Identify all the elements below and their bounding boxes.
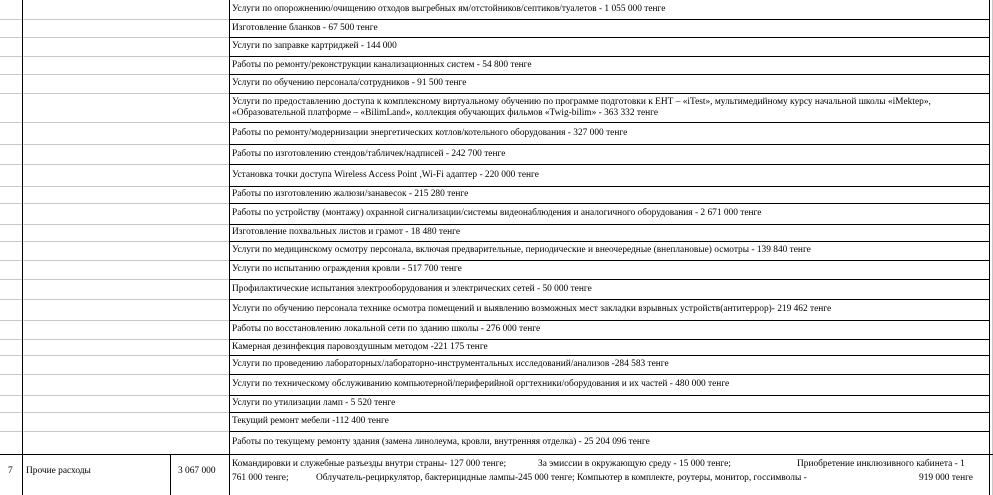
row-border: [229, 260, 990, 261]
row-border: [229, 299, 990, 300]
grid-line: [23, 93, 229, 94]
grid-line: [0, 19, 22, 20]
grid-line: [23, 186, 229, 187]
grid-line: [23, 355, 229, 356]
grid-line: [23, 299, 229, 300]
grid-line: [23, 74, 229, 75]
expense-item: Услуги по утилизации ламп - 5 520 тенге: [232, 398, 396, 408]
grid-line: [0, 164, 22, 165]
row-border: [229, 122, 990, 123]
grid-line: [23, 241, 229, 242]
row-border: [229, 144, 990, 145]
grid-line: [0, 412, 22, 413]
row-number: 7: [8, 466, 13, 476]
grid-line: [23, 164, 229, 165]
grid-line: [23, 395, 229, 396]
grid-line: [23, 374, 229, 375]
row-border: [229, 241, 990, 242]
expense-item: Работы по устройству (монтажу) охранной сигнализации/системы видеонаблюдения и аналогичного оборудования - 2 671 000 тенге: [232, 208, 762, 218]
other-expense-line: 761 000 тенге;: [232, 473, 289, 483]
grid-line: [0, 339, 22, 340]
row-border: [229, 164, 990, 165]
row-border: [229, 19, 990, 20]
row-border: [229, 320, 990, 321]
expense-item: Услуги по заправке картриджей - 144 000: [232, 41, 397, 51]
expense-item: Работы по ремонту/модернизации энергетических котлов/котельного оборудования - 327 000 тенге: [232, 128, 628, 138]
grid-line: [23, 56, 229, 57]
grid-line: [23, 260, 229, 261]
grid-line: [0, 186, 22, 187]
grid-line: [0, 395, 22, 396]
expense-item: Профилактические испытания электрооборудования и электрических сетей - 50 000 тенге: [232, 284, 592, 294]
grid-line: [0, 93, 22, 94]
expense-item: Услуги по опорожнению/очищению отходов выгребных ям/отстойников/септиков/туалетов - 1 055 000 тенге: [232, 4, 666, 14]
grid-line: [0, 56, 22, 57]
other-expense-line: 919 000 тенге: [919, 473, 973, 483]
expense-item: Услуги по медицинскому осмотру персонала, включая предварительные, периодические и внеочередные (внеплановые) осмотры - 139 840 тенге: [232, 245, 811, 255]
row-border: [229, 431, 990, 432]
expense-item: Изготовление бланков - 67 500 тенге: [232, 23, 378, 33]
grid-line: [23, 19, 229, 20]
row-border: [229, 395, 990, 396]
grid-line: [23, 122, 229, 123]
other-expense-line: Облучатель-рециркулятор, бактерицидные лампы-245 000 тенге; Компьютер в комплекте, роутеры, монитор, госсимволы -: [316, 473, 807, 483]
row-border: [229, 37, 990, 38]
row-border: [229, 224, 990, 225]
grid-line: [0, 74, 22, 75]
expense-item: Текущий ремонт мебели -112 400 тенге: [232, 416, 389, 426]
grid-line: [0, 122, 22, 123]
grid-line: [23, 279, 229, 280]
row-border: [229, 412, 990, 413]
expense-amount: 3 067 000: [178, 466, 216, 476]
expense-item: Услуги по обучению персонала/сотрудников - 91 500 тенге: [232, 78, 467, 88]
grid-line: [0, 260, 22, 261]
grid-line: [0, 224, 22, 225]
other-expense-line: Командировки и служебные разъезды внутри страны- 127 000 тенге;: [232, 459, 507, 469]
row-border: [229, 339, 990, 340]
grid-line: [0, 355, 22, 356]
expense-item: Услуги по предоставлению доступа к комплексному виртуальному обучению по программе подготовки к ЕНТ – «iTest», мультимедийному курсу начальной школы «iMektep», «Образовательной платформе – «BilimLand», коллекция обучающих фильмов «Twig-bilim» - 363 332 тенге: [232, 97, 931, 118]
expense-item: Установка точки доступа Wireless Access Point ,Wi-Fi адаптер - 220 000 тенге: [232, 170, 539, 180]
other-expense-line: Приобретение инклюзивного кабинета - 1: [797, 459, 965, 469]
expense-item: Работы по восстановлению локальной сети по зданию школы - 276 000 тенге: [232, 324, 541, 334]
grid-line: [0, 37, 22, 38]
grid-line: [0, 279, 22, 280]
grid-line: [23, 320, 229, 321]
grid-line: [23, 144, 229, 145]
other-expense-line: За эмиссии в окружающую среду - 15 000 тенге;: [538, 459, 731, 469]
grid-line: [0, 203, 22, 204]
grid-line: [23, 431, 229, 432]
grid-line: [0, 431, 22, 432]
expense-category: Прочие расходы: [26, 466, 91, 476]
row-border: [229, 374, 990, 375]
expense-item: Работы по текущему ремонту здания (замена линолеума, кровли, внутренняя отделка) - 25 204 096 тенге: [232, 437, 650, 447]
expense-item: Услуги по техническому обслуживанию компьютерной/периферийной оргтехники/оборудования и их частей - 480 000 тенге: [232, 379, 730, 389]
row-border: [0, 454, 993, 455]
row-border: [229, 203, 990, 204]
row-border: [229, 355, 990, 356]
expense-item: Работы по изготовлению жалюзи/занавесок - 215 280 тенге: [232, 189, 469, 199]
grid-line: [0, 144, 22, 145]
grid-line: [23, 339, 229, 340]
grid-line: [0, 241, 22, 242]
row-border: [229, 74, 990, 75]
row-border: [229, 93, 990, 94]
expense-item: Услуги по обучению персонала технике осмотра помещений и выявлению возможных мест закладки взрывных устройств(антитеррор)- 219 462 тенге: [232, 304, 832, 314]
expense-item: Изготовление похвальных листов и грамот - 18 480 тенге: [232, 227, 461, 237]
grid-line: [23, 224, 229, 225]
row-border: [229, 279, 990, 280]
expense-item: Камерная дезинфекция паровоздушным методом -221 175 тенге: [232, 342, 488, 352]
expense-item: Услуги по проведению лабораторных/лабораторно-инструментальных исследований/анализов -284 583 тенге: [232, 359, 669, 369]
expense-item: Работы по ремонту/реконструкции канализационных систем - 54 800 тенге: [232, 60, 532, 70]
grid-line: [0, 299, 22, 300]
row-border: [229, 56, 990, 57]
expense-item: Услуги по испытанию ограждения кровли - 517 700 тенге: [232, 264, 462, 274]
grid-line: [0, 374, 22, 375]
grid-line: [23, 37, 229, 38]
column-border: [170, 454, 171, 495]
expense-item: Работы по изготовлению стендов/табличек/надписей - 242 700 тенге: [232, 149, 506, 159]
grid-line: [23, 412, 229, 413]
row-border: [229, 186, 990, 187]
grid-line: [23, 203, 229, 204]
grid-line: [0, 320, 22, 321]
